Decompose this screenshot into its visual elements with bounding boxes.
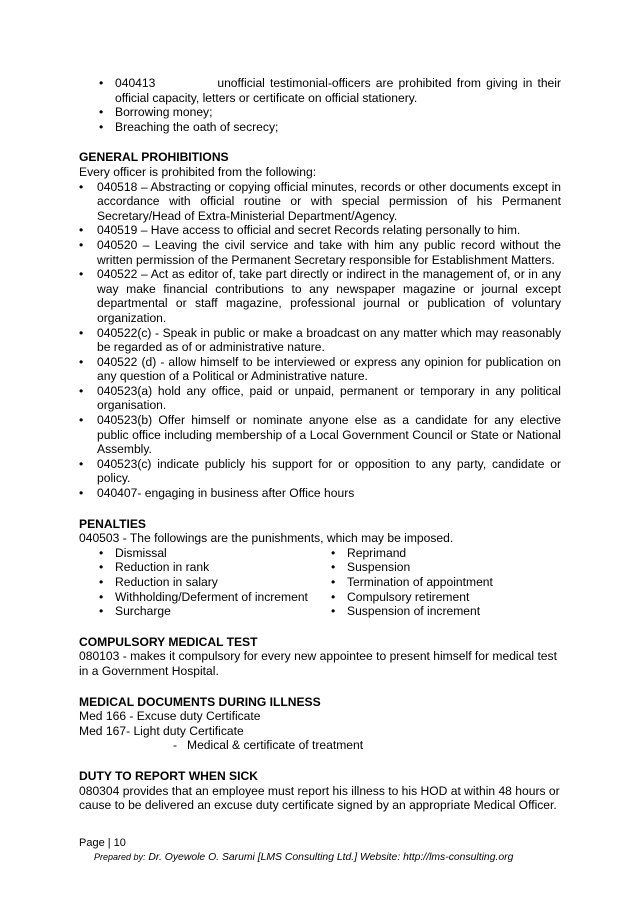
list-item: • Surcharge [99, 604, 331, 619]
list-item: • 040520 – Leaving the civil service and take with him any public record without the written permission of the Permanent Secretary responsible for Establishment Matters. [79, 238, 561, 267]
dash-marker: - [173, 738, 178, 753]
section-heading: COMPULSORY MEDICAL TEST [79, 634, 258, 649]
list-item: • 040522(c) - Speak in public or make a broadcast on any matter which may reasonably be regarded as of or administrative nature. [79, 326, 561, 355]
list-item: • Suspension [331, 560, 493, 575]
document-body [79, 76, 561, 829]
penalties-section [79, 517, 561, 619]
list-item: • 040518 – Abstracting or copying official minutes, records or other documents except in accordance with official routine or with special permission of his Permanent Secretary/Head of Extra-Ministerial Department/Agency. [79, 180, 561, 224]
penalties-grid [99, 546, 561, 619]
section-heading: DUTY TO REPORT WHEN SICK [79, 768, 258, 783]
penalties-left-column [99, 546, 331, 619]
prepared-label: Prepared by: [94, 852, 146, 862]
medical-test-section [79, 635, 561, 679]
list-item: • Reprimand [331, 546, 493, 561]
section-intro: 040503 - The followings are the punishments, which may be imposed. [79, 531, 454, 546]
list-item: • 040523(c) indicate publicly his support for or opposition to any party, candidate or policy. [79, 457, 561, 486]
top-list [99, 76, 561, 134]
section-heading: PENALTIES [79, 516, 146, 531]
document-line: Med 166 - Excuse duty Certificate [79, 709, 261, 724]
list-item [99, 76, 561, 105]
list-item: • Reduction in salary [99, 575, 331, 590]
document-subline [79, 738, 561, 753]
list-item: • Dismissal [99, 546, 331, 561]
list-item: • Suspension of increment [331, 604, 493, 619]
section-intro: Every officer is prohibited from the following: [79, 164, 317, 179]
item-text: unofficial testimonial-officers are prohibited from giving in their official capacity, letters or certificate on official stationery. [115, 76, 561, 105]
list-item: • 040523(b) Offer himself or nominate anyone else as a candidate for any elective public office including membership of a Local Government Council or State or National Assembly. [79, 413, 561, 457]
list-item: • Reduction in rank [99, 560, 331, 575]
list-item: • 040523(a) hold any office, paid or unpaid, permanent or temporary in any political organisation. [79, 384, 561, 413]
medical-documents-section [79, 695, 561, 753]
page-number: Page | 10 [79, 837, 126, 849]
footer-credit [94, 852, 513, 863]
item-code: 040413 [115, 76, 156, 90]
general-prohibitions-section [79, 150, 561, 500]
list-item: • Termination of appointment [331, 575, 493, 590]
list-item: • 040522 (d) - allow himself to be interviewed or express any opinion for publication on any question of a Political or Administrative nature. [79, 355, 561, 384]
list-item: • 040522 – Act as editor of, take part directly or indirect in the management of, or in any way make financial contributions to any newspaper magazine or journal except departmental or staff magazine, professional journal or publication of voluntary organization. [79, 267, 561, 325]
section-text: 080103 - makes it compulsory for every new appointee to present himself for medical test in a Government Hospital. [79, 649, 557, 678]
document-line: Med 167- Light duty Certificate [79, 723, 244, 738]
list-item: • 040519 – Have access to official and secret Records relating personally to him. [79, 223, 561, 238]
list-item: • Withholding/Deferment of increment [99, 590, 331, 605]
list-item: • Borrowing money; [99, 105, 561, 120]
credit-text: Dr. Oyewole O. Sarumi [LMS Consulting Ltd.] Website: http://lms-consulting.org [148, 852, 514, 863]
list-item: • Breaching the oath of secrecy; [99, 120, 561, 135]
duty-report-section [79, 769, 561, 813]
section-heading: GENERAL PROHIBITIONS [79, 150, 229, 165]
penalties-right-column [331, 546, 493, 619]
document-subline-text: Medical & certificate of treatment [187, 738, 364, 753]
list-item: • 040407- engaging in business after Office hours [79, 486, 561, 501]
section-text: 080304 provides that an employee must report his illness to his HOD at within 48 hours or cause to be delivered an excuse duty certificate signed by an appropriate Medical Officer. [79, 783, 560, 813]
list-item: • Compulsory retirement [331, 590, 493, 605]
prohibitions-list [79, 180, 561, 501]
section-heading: MEDICAL DOCUMENTS DURING ILLNESS [79, 694, 321, 709]
